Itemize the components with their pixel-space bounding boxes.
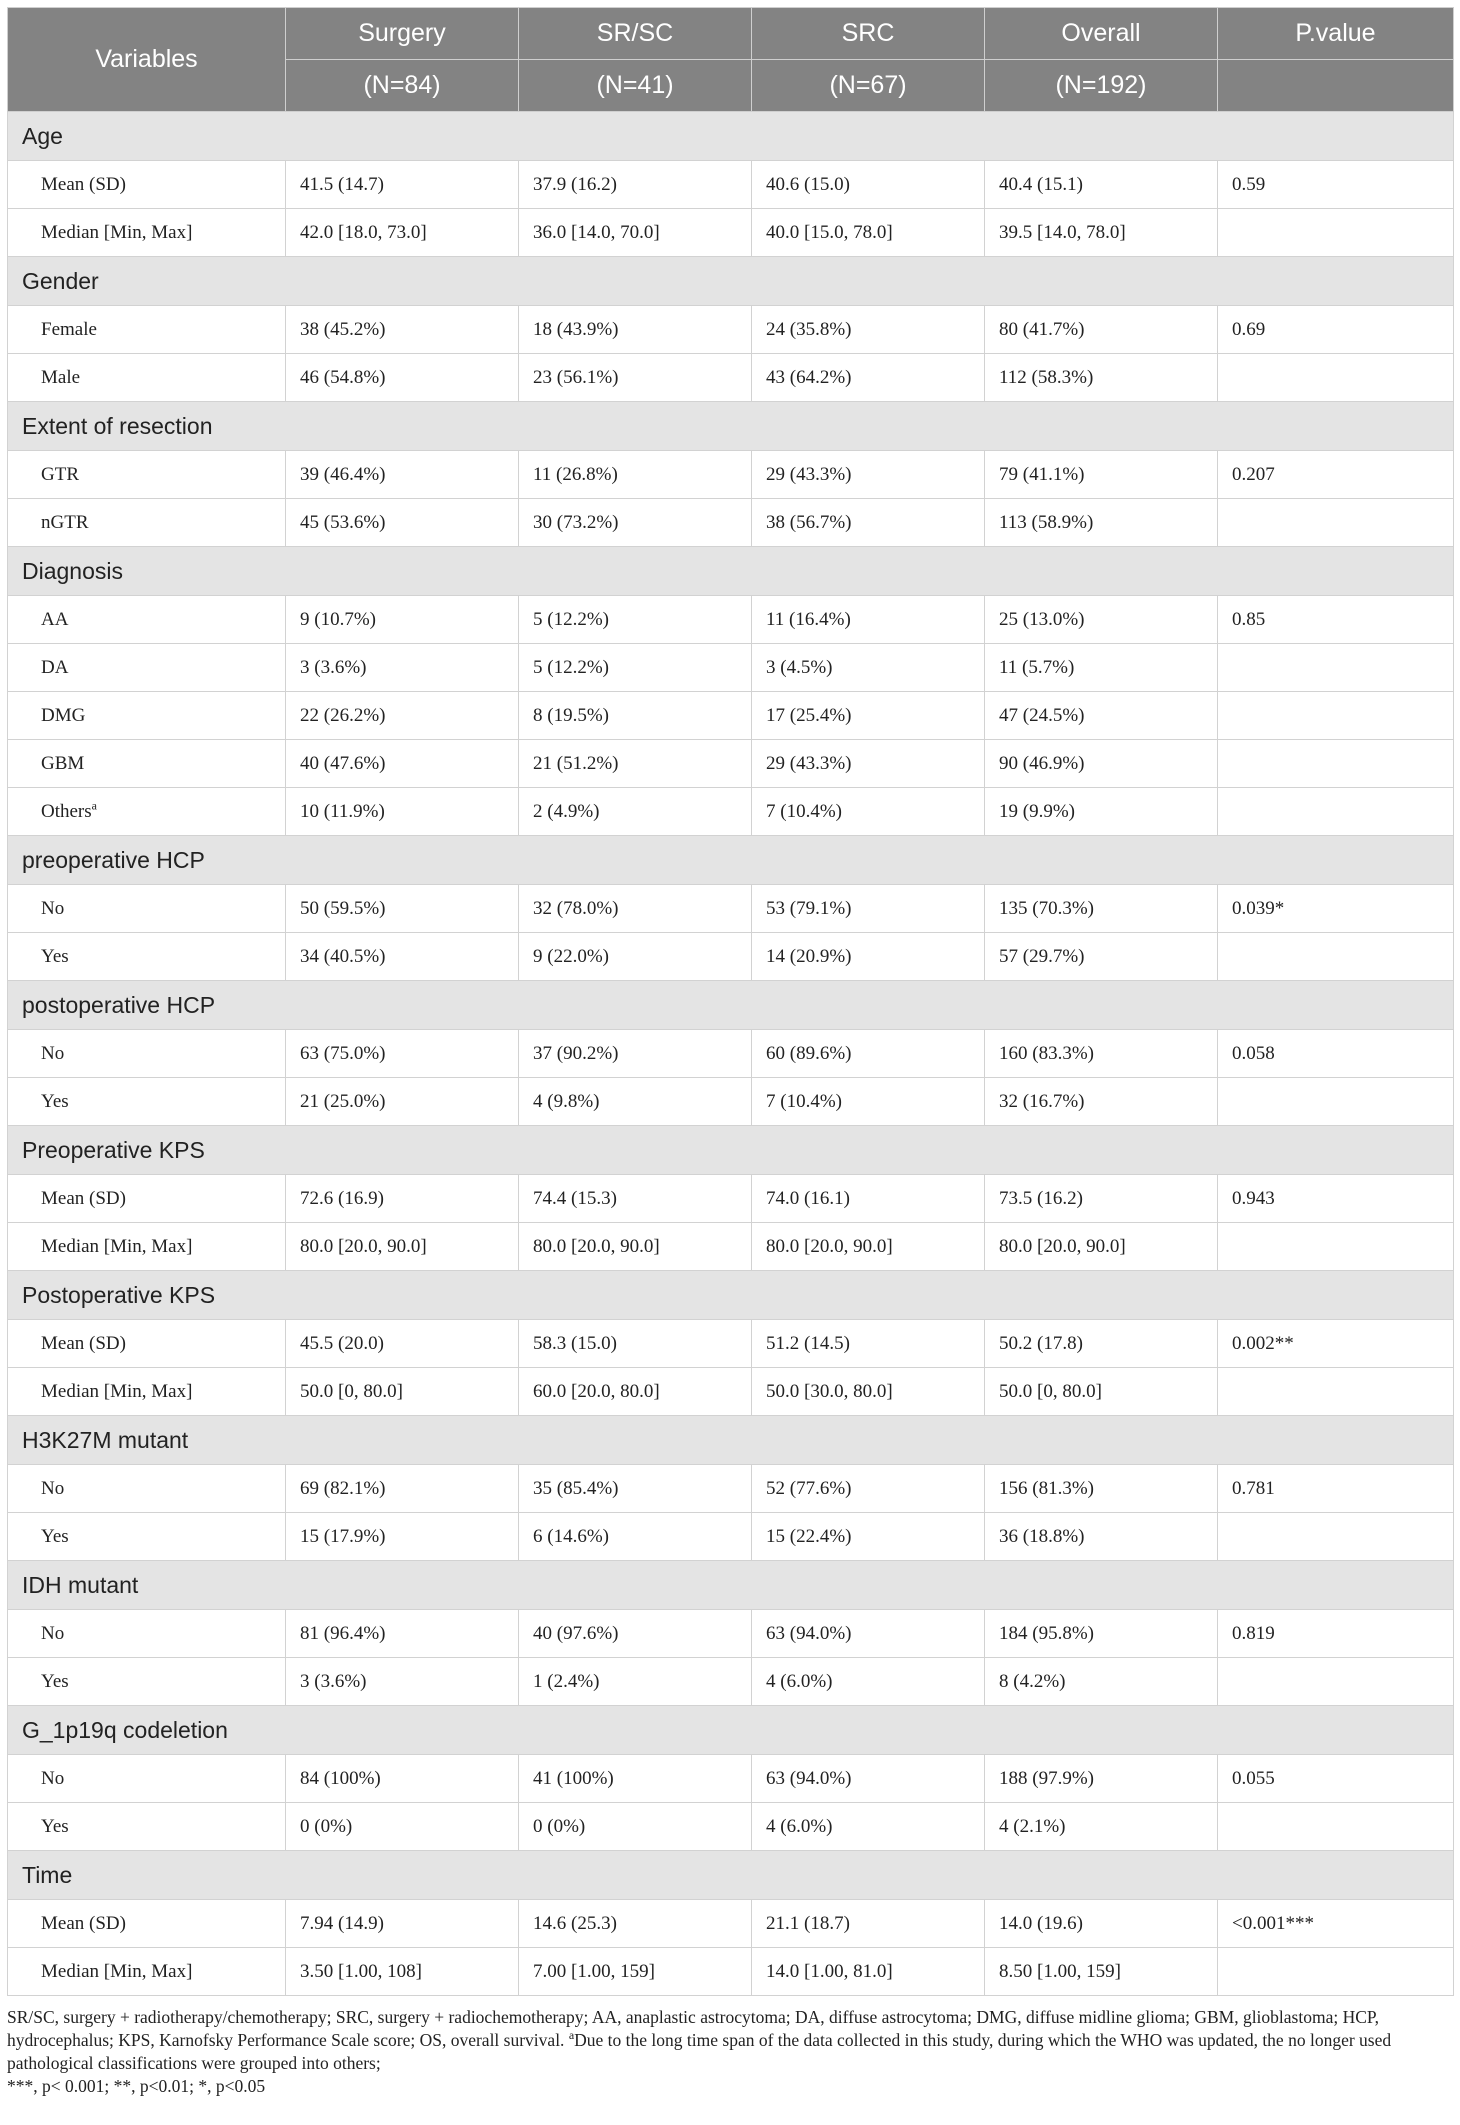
pvalue-cell: 0.002** — [1218, 1320, 1454, 1368]
value-cell: 35 (85.4%) — [519, 1465, 752, 1513]
value-cell: 3 (3.6%) — [286, 1658, 519, 1706]
value-cell: 14.0 [1.00, 81.0] — [752, 1948, 985, 1996]
table-row — [8, 1465, 1454, 1513]
table-row — [8, 209, 1454, 257]
pvalue-cell — [1218, 788, 1454, 836]
value-cell: 160 (83.3%) — [985, 1030, 1218, 1078]
row-label-cell — [8, 1030, 286, 1078]
row-label: Mean (SD) — [41, 1912, 126, 1934]
footnote-abbreviations: SR/SC, surgery + radiotherapy/chemotherapy; SRC, surgery + radiochemotherapy; AA, anaplastic astrocytoma; DA, diffuse astrocytoma; DMG, diffuse midline glioma; GBM, glioblastoma; HCP, hydrocephalus; KPS, Karnofsky Performance Scale score; OS, overall survival. — [7, 2007, 1380, 2050]
value-cell: 38 (56.7%) — [752, 499, 985, 547]
section-title: Gender — [8, 257, 1454, 306]
value-cell: 15 (17.9%) — [286, 1513, 519, 1561]
value-cell: 21 (25.0%) — [286, 1078, 519, 1126]
pvalue-cell: 0.781 — [1218, 1465, 1454, 1513]
value-cell: 3.50 [1.00, 108] — [286, 1948, 519, 1996]
table-row — [8, 306, 1454, 354]
row-label: Mean (SD) — [41, 1187, 126, 1209]
table-body — [8, 112, 1454, 1996]
section-row — [8, 836, 1454, 885]
pvalue-cell — [1218, 644, 1454, 692]
section-row — [8, 257, 1454, 306]
value-cell: 50.0 [0, 80.0] — [286, 1368, 519, 1416]
value-cell: 46 (54.8%) — [286, 354, 519, 402]
value-cell: 63 (94.0%) — [752, 1610, 985, 1658]
row-label-cell — [8, 161, 286, 209]
pvalue-cell: 0.59 — [1218, 161, 1454, 209]
section-row — [8, 1271, 1454, 1320]
pvalue-header-blank — [1218, 60, 1454, 112]
section-title: Extent of resection — [8, 402, 1454, 451]
footnote-others-note: Due to the long time span of the data collected in this study, during which the WHO was updated, the no longer used pathological classifications were grouped into others; — [7, 2030, 1392, 2073]
value-cell: 43 (64.2%) — [752, 354, 985, 402]
row-label: nGTR — [41, 511, 89, 533]
row-label-cell — [8, 933, 286, 981]
value-cell: 53 (79.1%) — [752, 885, 985, 933]
row-label-cell — [8, 451, 286, 499]
value-cell: 40 (97.6%) — [519, 1610, 752, 1658]
group-n-surgery: (N=84) — [286, 60, 519, 112]
row-label: Median [Min, Max] — [41, 1380, 193, 1402]
value-cell: 80.0 [20.0, 90.0] — [286, 1223, 519, 1271]
row-label: Mean (SD) — [41, 1332, 126, 1354]
value-cell: 36.0 [14.0, 70.0] — [519, 209, 752, 257]
value-cell: 36 (18.8%) — [985, 1513, 1218, 1561]
group-n-src: (N=67) — [752, 60, 985, 112]
value-cell: 80.0 [20.0, 90.0] — [519, 1223, 752, 1271]
section-row — [8, 1561, 1454, 1610]
value-cell: 0 (0%) — [519, 1803, 752, 1851]
value-cell: 9 (10.7%) — [286, 596, 519, 644]
value-cell: 11 (5.7%) — [985, 644, 1218, 692]
row-label-cell — [8, 1078, 286, 1126]
row-label: Yes — [41, 945, 69, 967]
value-cell: 24 (35.8%) — [752, 306, 985, 354]
pvalue-header: P.value — [1218, 8, 1454, 60]
value-cell: 5 (12.2%) — [519, 644, 752, 692]
section-title: H3K27M mutant — [8, 1416, 1454, 1465]
value-cell: 73.5 (16.2) — [985, 1175, 1218, 1223]
row-label: GBM — [41, 752, 85, 774]
footnote-marker: a — [568, 2028, 575, 2043]
group-n-overall: (N=192) — [985, 60, 1218, 112]
section-row — [8, 981, 1454, 1030]
value-cell: 23 (56.1%) — [519, 354, 752, 402]
value-cell: 42.0 [18.0, 73.0] — [286, 209, 519, 257]
value-cell: 15 (22.4%) — [752, 1513, 985, 1561]
pvalue-cell: 0.058 — [1218, 1030, 1454, 1078]
value-cell: 18 (43.9%) — [519, 306, 752, 354]
row-label-cell — [8, 306, 286, 354]
value-cell: 37 (90.2%) — [519, 1030, 752, 1078]
table-row — [8, 1368, 1454, 1416]
value-cell: 47 (24.5%) — [985, 692, 1218, 740]
value-cell: 5 (12.2%) — [519, 596, 752, 644]
row-label-cell — [8, 1368, 286, 1416]
table-row — [8, 1900, 1454, 1948]
pvalue-cell: 0.69 — [1218, 306, 1454, 354]
value-cell: 34 (40.5%) — [286, 933, 519, 981]
value-cell: 74.4 (15.3) — [519, 1175, 752, 1223]
section-title: IDH mutant — [8, 1561, 1454, 1610]
table-row — [8, 1513, 1454, 1561]
value-cell: 4 (6.0%) — [752, 1803, 985, 1851]
row-label-cell — [8, 1755, 286, 1803]
value-cell: 9 (22.0%) — [519, 933, 752, 981]
value-cell: 11 (16.4%) — [752, 596, 985, 644]
value-cell: 41 (100%) — [519, 1755, 752, 1803]
row-label: Yes — [41, 1525, 69, 1547]
value-cell: 19 (9.9%) — [985, 788, 1218, 836]
pvalue-cell: <0.001*** — [1218, 1900, 1454, 1948]
value-cell: 21 (51.2%) — [519, 740, 752, 788]
value-cell: 58.3 (15.0) — [519, 1320, 752, 1368]
section-row — [8, 1851, 1454, 1900]
group-header-surgery: Surgery — [286, 8, 519, 60]
row-label: No — [41, 1622, 65, 1644]
value-cell: 7.00 [1.00, 159] — [519, 1948, 752, 1996]
value-cell: 72.6 (16.9) — [286, 1175, 519, 1223]
table-row — [8, 354, 1454, 402]
value-cell: 80.0 [20.0, 90.0] — [985, 1223, 1218, 1271]
section-title: Diagnosis — [8, 547, 1454, 596]
group-header-srsc: SR/SC — [519, 8, 752, 60]
value-cell: 14.0 (19.6) — [985, 1900, 1218, 1948]
table-row — [8, 451, 1454, 499]
row-label-cell — [8, 1803, 286, 1851]
header-row-names — [8, 8, 1454, 60]
row-label-cell — [8, 1900, 286, 1948]
pvalue-cell — [1218, 1223, 1454, 1271]
table-row — [8, 1175, 1454, 1223]
value-cell: 3 (3.6%) — [286, 644, 519, 692]
variables-header: Variables — [8, 8, 286, 112]
section-row — [8, 1416, 1454, 1465]
value-cell: 3 (4.5%) — [752, 644, 985, 692]
row-label: DMG — [41, 704, 86, 726]
value-cell: 135 (70.3%) — [985, 885, 1218, 933]
table-row — [8, 596, 1454, 644]
row-label: GTR — [41, 463, 79, 485]
section-title: preoperative HCP — [8, 836, 1454, 885]
value-cell: 80 (41.7%) — [985, 306, 1218, 354]
footnote-significance: ***, p< 0.001; **, p<0.01; *, p<0.05 — [7, 2076, 266, 2096]
pvalue-cell — [1218, 1078, 1454, 1126]
value-cell: 8.50 [1.00, 159] — [985, 1948, 1218, 1996]
row-label-cell — [8, 499, 286, 547]
table-row — [8, 1030, 1454, 1078]
value-cell: 45 (53.6%) — [286, 499, 519, 547]
value-cell: 7.94 (14.9) — [286, 1900, 519, 1948]
value-cell: 57 (29.7%) — [985, 933, 1218, 981]
row-label-cell — [8, 788, 286, 836]
row-label: AA — [41, 608, 69, 630]
value-cell: 74.0 (16.1) — [752, 1175, 985, 1223]
section-row — [8, 1126, 1454, 1175]
pvalue-cell — [1218, 1513, 1454, 1561]
value-cell: 69 (82.1%) — [286, 1465, 519, 1513]
value-cell: 29 (43.3%) — [752, 451, 985, 499]
section-row — [8, 1706, 1454, 1755]
pvalue-cell — [1218, 1658, 1454, 1706]
group-header-overall: Overall — [985, 8, 1218, 60]
pvalue-cell: 0.207 — [1218, 451, 1454, 499]
row-label-cell — [8, 596, 286, 644]
value-cell: 63 (94.0%) — [752, 1755, 985, 1803]
row-label: Yes — [41, 1090, 69, 1112]
table-header — [8, 8, 1454, 112]
value-cell: 7 (10.4%) — [752, 788, 985, 836]
table-row — [8, 885, 1454, 933]
value-cell: 1 (2.4%) — [519, 1658, 752, 1706]
value-cell: 0 (0%) — [286, 1803, 519, 1851]
table-row — [8, 1755, 1454, 1803]
row-label-cell — [8, 1513, 286, 1561]
table-container — [7, 7, 1453, 2098]
row-label: No — [41, 1477, 65, 1499]
row-label: Median [Min, Max] — [41, 1235, 193, 1257]
table-row — [8, 644, 1454, 692]
value-cell: 63 (75.0%) — [286, 1030, 519, 1078]
row-label-cell — [8, 1948, 286, 1996]
row-label-cell — [8, 885, 286, 933]
value-cell: 188 (97.9%) — [985, 1755, 1218, 1803]
value-cell: 40.4 (15.1) — [985, 161, 1218, 209]
table-footnote — [7, 2006, 1453, 2098]
pvalue-cell — [1218, 692, 1454, 740]
group-n-srsc: (N=41) — [519, 60, 752, 112]
table-row — [8, 933, 1454, 981]
value-cell: 50.0 [30.0, 80.0] — [752, 1368, 985, 1416]
value-cell: 40.6 (15.0) — [752, 161, 985, 209]
value-cell: 4 (6.0%) — [752, 1658, 985, 1706]
value-cell: 6 (14.6%) — [519, 1513, 752, 1561]
pvalue-cell — [1218, 499, 1454, 547]
value-cell: 41.5 (14.7) — [286, 161, 519, 209]
value-cell: 52 (77.6%) — [752, 1465, 985, 1513]
row-label-cell — [8, 692, 286, 740]
group-header-src: SRC — [752, 8, 985, 60]
table-row — [8, 1610, 1454, 1658]
value-cell: 156 (81.3%) — [985, 1465, 1218, 1513]
table-row — [8, 1658, 1454, 1706]
value-cell: 184 (95.8%) — [985, 1610, 1218, 1658]
table-row — [8, 1223, 1454, 1271]
row-label-cell — [8, 1465, 286, 1513]
value-cell: 39 (46.4%) — [286, 451, 519, 499]
pvalue-cell — [1218, 933, 1454, 981]
table-row — [8, 161, 1454, 209]
section-title: Preoperative KPS — [8, 1126, 1454, 1175]
value-cell: 22 (26.2%) — [286, 692, 519, 740]
table-row — [8, 1320, 1454, 1368]
value-cell: 45.5 (20.0) — [286, 1320, 519, 1368]
value-cell: 17 (25.4%) — [752, 692, 985, 740]
section-title: Time — [8, 1851, 1454, 1900]
section-title: Age — [8, 112, 1454, 161]
section-row — [8, 547, 1454, 596]
value-cell: 90 (46.9%) — [985, 740, 1218, 788]
section-title: postoperative HCP — [8, 981, 1454, 1030]
row-label: DA — [41, 656, 69, 678]
pvalue-cell — [1218, 740, 1454, 788]
row-label: Yes — [41, 1815, 69, 1837]
table-row — [8, 692, 1454, 740]
pvalue-cell — [1218, 354, 1454, 402]
value-cell: 7 (10.4%) — [752, 1078, 985, 1126]
row-label: Male — [41, 366, 81, 388]
row-label-cell — [8, 740, 286, 788]
value-cell: 80.0 [20.0, 90.0] — [752, 1223, 985, 1271]
row-label-cell — [8, 1658, 286, 1706]
value-cell: 40 (47.6%) — [286, 740, 519, 788]
row-label-cell — [8, 354, 286, 402]
value-cell: 8 (19.5%) — [519, 692, 752, 740]
value-cell: 37.9 (16.2) — [519, 161, 752, 209]
footnote-marker: a — [91, 798, 97, 813]
section-title: Postoperative KPS — [8, 1271, 1454, 1320]
row-label: No — [41, 1042, 65, 1064]
pvalue-cell: 0.819 — [1218, 1610, 1454, 1658]
row-label: Female — [41, 318, 97, 340]
row-label: Yes — [41, 1670, 69, 1692]
value-cell: 60.0 [20.0, 80.0] — [519, 1368, 752, 1416]
value-cell: 84 (100%) — [286, 1755, 519, 1803]
row-label: No — [41, 897, 65, 919]
value-cell: 25 (13.0%) — [985, 596, 1218, 644]
value-cell: 79 (41.1%) — [985, 451, 1218, 499]
pvalue-cell: 0.039* — [1218, 885, 1454, 933]
pvalue-cell — [1218, 1948, 1454, 1996]
pvalue-cell: 0.055 — [1218, 1755, 1454, 1803]
row-label-cell — [8, 209, 286, 257]
table-row — [8, 1803, 1454, 1851]
value-cell: 30 (73.2%) — [519, 499, 752, 547]
row-label: Others — [41, 800, 92, 822]
value-cell: 14.6 (25.3) — [519, 1900, 752, 1948]
value-cell: 29 (43.3%) — [752, 740, 985, 788]
table-row — [8, 740, 1454, 788]
table-row — [8, 499, 1454, 547]
value-cell: 38 (45.2%) — [286, 306, 519, 354]
value-cell: 60 (89.6%) — [752, 1030, 985, 1078]
row-label-cell — [8, 1320, 286, 1368]
pvalue-cell: 0.943 — [1218, 1175, 1454, 1223]
row-label-cell — [8, 1175, 286, 1223]
pvalue-cell: 0.85 — [1218, 596, 1454, 644]
row-label: No — [41, 1767, 65, 1789]
value-cell: 10 (11.9%) — [286, 788, 519, 836]
value-cell: 112 (58.3%) — [985, 354, 1218, 402]
value-cell: 2 (4.9%) — [519, 788, 752, 836]
row-label-cell — [8, 1610, 286, 1658]
value-cell: 51.2 (14.5) — [752, 1320, 985, 1368]
table-row — [8, 788, 1454, 836]
row-label: Median [Min, Max] — [41, 221, 193, 243]
value-cell: 40.0 [15.0, 78.0] — [752, 209, 985, 257]
row-label: Mean (SD) — [41, 173, 126, 195]
value-cell: 21.1 (18.7) — [752, 1900, 985, 1948]
value-cell: 113 (58.9%) — [985, 499, 1218, 547]
value-cell: 14 (20.9%) — [752, 933, 985, 981]
value-cell: 11 (26.8%) — [519, 451, 752, 499]
value-cell: 39.5 [14.0, 78.0] — [985, 209, 1218, 257]
section-row — [8, 112, 1454, 161]
value-cell: 4 (9.8%) — [519, 1078, 752, 1126]
table-row — [8, 1948, 1454, 1996]
value-cell: 50 (59.5%) — [286, 885, 519, 933]
section-title: G_1p19q codeletion — [8, 1706, 1454, 1755]
value-cell: 4 (2.1%) — [985, 1803, 1218, 1851]
row-label-cell — [8, 644, 286, 692]
value-cell: 81 (96.4%) — [286, 1610, 519, 1658]
row-label-cell — [8, 1223, 286, 1271]
value-cell: 50.0 [0, 80.0] — [985, 1368, 1218, 1416]
pvalue-cell — [1218, 1803, 1454, 1851]
value-cell: 32 (78.0%) — [519, 885, 752, 933]
value-cell: 32 (16.7%) — [985, 1078, 1218, 1126]
pvalue-cell — [1218, 1368, 1454, 1416]
baseline-characteristics-table — [7, 7, 1454, 1996]
value-cell: 50.2 (17.8) — [985, 1320, 1218, 1368]
table-row — [8, 1078, 1454, 1126]
value-cell: 8 (4.2%) — [985, 1658, 1218, 1706]
pvalue-cell — [1218, 209, 1454, 257]
row-label: Median [Min, Max] — [41, 1960, 193, 1982]
section-row — [8, 402, 1454, 451]
